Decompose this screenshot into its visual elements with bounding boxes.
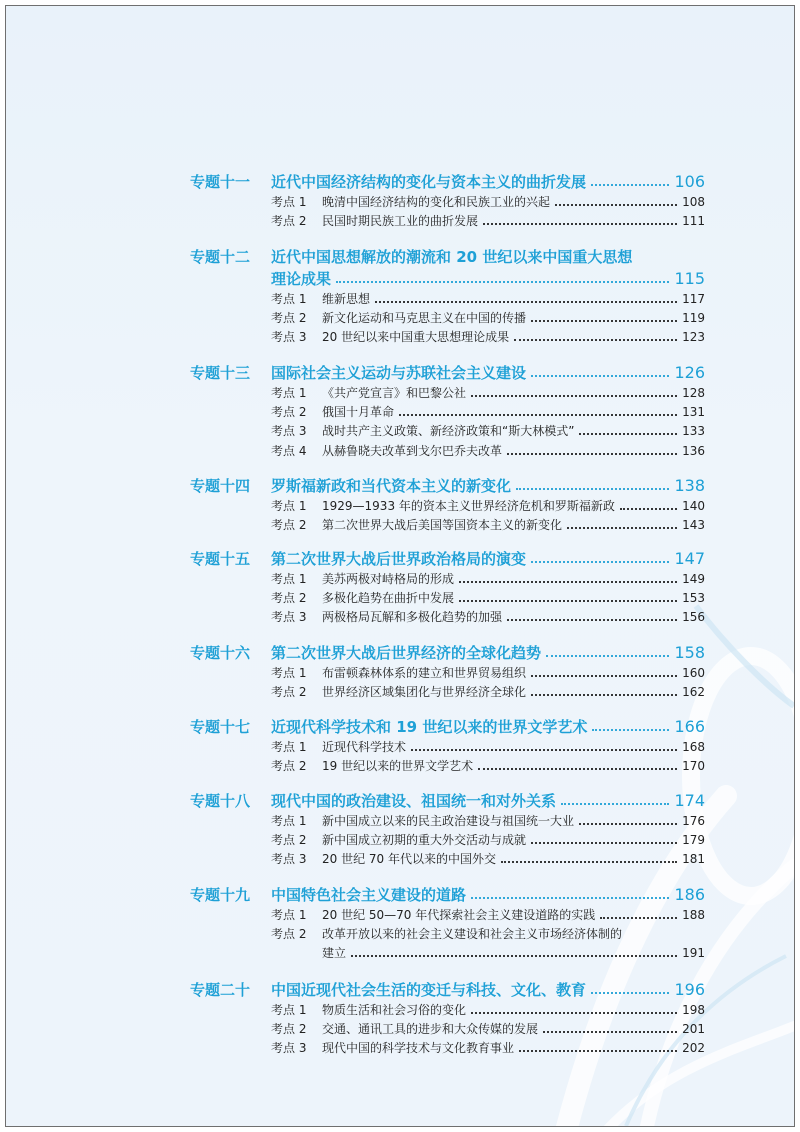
subtopic-label: 考点 1 [271, 740, 307, 754]
subtopic-label: 考点 1 [271, 814, 307, 828]
dot-leader [620, 507, 677, 510]
topic-entry-page-number: 138 [674, 476, 705, 495]
subtopic-label: 考点 3 [271, 610, 307, 625]
topic-entry[interactable] [271, 884, 705, 905]
topic-label: 专题十四 [190, 477, 251, 495]
subtopic-entry-page-number: 156 [682, 610, 705, 625]
dot-leader [459, 599, 677, 602]
dot-leader [591, 991, 669, 994]
topic-entry-page-number: 166 [674, 717, 705, 736]
book-page [5, 5, 795, 1127]
dot-leader [478, 767, 677, 770]
subtopic-entry-page-number: 168 [682, 740, 705, 754]
topic-entry-title: 国际社会主义运动与苏联社会主义建设 [271, 364, 527, 382]
subtopic-entry-page-number: 198 [682, 1003, 705, 1017]
subtopic-entry-title: 从赫鲁晓夫改革到戈尔巴乔夫改革 [322, 443, 503, 458]
topic-entry-title: 第二次世界大战后世界经济的全球化趋势 [271, 644, 542, 662]
subtopic-entry-title: 近现代科学技术 [322, 740, 407, 754]
topic-entry-title: 中国近现代社会生活的变迁与科技、文化、教育 [271, 981, 587, 999]
subtopic-entry-page-number: 201 [682, 1022, 705, 1037]
topic-entry[interactable] [271, 268, 705, 289]
topic-entry[interactable] [271, 171, 705, 192]
subtopic-label: 考点 2 [271, 1022, 307, 1037]
subtopic-entry-title: 《共产党宣言》和巴黎公社 [322, 386, 467, 400]
subtopic-entry[interactable] [322, 384, 705, 401]
dot-leader [531, 693, 677, 696]
subtopic-entry-title: 战时共产主义政策、新经济政策和“斯大林模式” [322, 424, 575, 439]
subtopic-label: 考点 1 [271, 908, 307, 922]
topic-label: 专题十一 [190, 173, 251, 191]
subtopic-entry-page-number: 188 [682, 908, 705, 922]
subtopic-entry-page-number: 131 [682, 405, 705, 420]
dot-leader [351, 954, 677, 957]
subtopic-entry-title: 交通、通讯工具的进步和大众传媒的发展 [322, 1022, 539, 1037]
subtopic-entry-title: 第二次世界大战后美国等国资本主义的新变化 [322, 518, 563, 533]
dot-leader [531, 841, 677, 844]
topic-label: 专题十五 [190, 550, 251, 568]
topic-label: 专题十三 [190, 364, 251, 382]
dot-leader [592, 728, 669, 731]
subtopic-entry-title: 新中国成立初期的重大外交活动与成就 [322, 833, 527, 848]
subtopic-label: 考点 1 [271, 499, 307, 513]
dot-leader [471, 896, 669, 899]
subtopic-entry[interactable] [322, 906, 705, 923]
subtopic-entry-title: 20 世纪以来中国重大思想理论成果 [322, 330, 510, 345]
topic-entry[interactable] [271, 979, 705, 1000]
dot-leader [543, 1030, 677, 1033]
subtopic-entry-title: 现代中国的科学技术与文化教育事业 [322, 1041, 515, 1056]
subtopic-label: 考点 2 [271, 759, 307, 774]
dot-leader [519, 1049, 677, 1052]
subtopic-entry-title: 民国时期民族工业的曲折发展 [322, 214, 479, 229]
subtopic-entry-page-number: 111 [682, 214, 705, 229]
subtopic-entry-page-number: 202 [682, 1041, 705, 1056]
subtopic-entry[interactable] [322, 831, 705, 848]
subtopic-label: 考点 1 [271, 1003, 307, 1017]
topic-entry-page-number: 186 [674, 885, 705, 904]
subtopic-label: 考点 2 [271, 685, 307, 700]
subtopic-entry-page-number: 117 [682, 292, 705, 306]
subtopic-entry-title: 建立 [322, 946, 347, 961]
subtopic-entry[interactable] [322, 309, 705, 326]
subtopic-entry[interactable] [322, 757, 705, 774]
subtopic-entry[interactable] [322, 1039, 705, 1056]
subtopic-entry[interactable] [322, 683, 705, 700]
topic-entry-page-number: 106 [674, 172, 705, 191]
subtopic-label: 考点 2 [271, 927, 307, 942]
subtopic-entry[interactable] [322, 497, 705, 514]
subtopic-entry-page-number: 108 [682, 195, 705, 209]
subtopic-entry-page-number: 123 [682, 330, 705, 345]
subtopic-label: 考点 2 [271, 311, 307, 326]
topic-entry[interactable] [271, 548, 705, 569]
dot-leader [600, 916, 677, 919]
subtopic-entry-title: 新中国成立以来的民主政治建设与祖国统一大业 [322, 814, 575, 828]
subtopic-entry-title: 20 世纪 70 年代以来的中国外交 [322, 852, 496, 867]
dot-leader [507, 452, 677, 455]
dot-leader [471, 394, 677, 397]
subtopic-entry-title: 两极格局瓦解和多极化趋势的加强 [322, 610, 503, 625]
dot-leader [483, 222, 677, 225]
dot-leader [411, 748, 677, 751]
subtopic-entry[interactable] [322, 422, 705, 439]
subtopic-entry-page-number: 170 [682, 759, 705, 774]
topic-entry-page-number: 126 [674, 363, 705, 382]
subtopic-entry-page-number: 160 [682, 666, 705, 680]
subtopic-entry-title: 布雷顿森林体系的建立和世界贸易组织 [322, 666, 527, 680]
dot-leader [531, 374, 669, 377]
dot-leader [514, 338, 677, 341]
subtopic-entry-page-number: 162 [682, 685, 705, 700]
topic-entry-page-number: 115 [674, 269, 705, 288]
subtopic-entry-title: 1929—1933 年的资本主义世界经济危机和罗斯福新政 [322, 499, 615, 513]
subtopic-entry-page-number: 153 [682, 591, 705, 606]
topic-entry-title: 近代中国经济结构的变化与资本主义的曲折发展 [271, 173, 587, 191]
topic-label: 专题十七 [190, 718, 251, 736]
subtopic-label: 考点 2 [271, 518, 307, 533]
subtopic-entry[interactable] [322, 290, 705, 307]
subtopic-entry-page-number: 191 [682, 946, 705, 961]
dot-leader [531, 319, 677, 322]
topic-entry-title: 近现代科学技术和 19 世纪以来的世界文学艺术 [271, 718, 588, 736]
topic-entry-page-number: 158 [674, 643, 705, 662]
table-of-contents [6, 6, 794, 1126]
dot-leader [555, 203, 677, 206]
subtopic-label: 考点 3 [271, 1041, 307, 1056]
subtopic-entry[interactable] [322, 589, 705, 606]
subtopic-entry[interactable] [322, 212, 705, 229]
dot-leader [459, 580, 677, 583]
subtopic-entry-page-number: 119 [682, 311, 705, 326]
topic-label: 专题十八 [190, 792, 251, 810]
subtopic-title-line1[interactable]: 改革开放以来的社会主义建设和社会主义市场经济体制的 [322, 927, 623, 942]
dot-leader [507, 618, 677, 621]
subtopic-label: 考点 2 [271, 833, 307, 848]
dot-leader [579, 822, 677, 825]
dot-leader [531, 674, 677, 677]
topic-entry-title: 理论成果 [271, 270, 332, 288]
subtopic-label: 考点 2 [271, 591, 307, 606]
subtopic-label: 考点 4 [271, 443, 307, 458]
subtopic-entry[interactable] [322, 570, 705, 587]
topic-entry-title: 中国特色社会主义建设的道路 [271, 886, 467, 904]
topic-title-line1[interactable]: 近代中国思想解放的潮流和 20 世纪以来中国重大思想 [271, 248, 633, 266]
dot-leader [546, 654, 669, 657]
subtopic-label: 考点 3 [271, 424, 307, 439]
subtopic-entry[interactable] [322, 193, 705, 210]
topic-entry-title: 第二次世界大战后世界政治格局的演变 [271, 550, 527, 568]
topic-entry-page-number: 147 [674, 549, 705, 568]
dot-leader [471, 1011, 677, 1014]
subtopic-entry-title: 19 世纪以来的世界文学艺术 [322, 759, 474, 774]
subtopic-label: 考点 1 [271, 292, 307, 306]
subtopic-entry-page-number: 179 [682, 833, 705, 848]
subtopic-entry[interactable] [322, 812, 705, 829]
subtopic-entry-title: 俄国十月革命 [322, 405, 395, 420]
dot-leader [561, 802, 669, 805]
topic-entry[interactable] [271, 716, 705, 737]
subtopic-label: 考点 1 [271, 195, 307, 209]
subtopic-entry[interactable] [322, 608, 705, 625]
subtopic-entry-page-number: 143 [682, 518, 705, 533]
subtopic-entry-page-number: 136 [682, 443, 705, 458]
subtopic-entry-title: 新文化运动和马克思主义在中国的传播 [322, 311, 527, 326]
subtopic-entry[interactable] [322, 738, 705, 755]
dot-leader [516, 487, 669, 490]
subtopic-entry-page-number: 176 [682, 814, 705, 828]
subtopic-label: 考点 1 [271, 386, 307, 400]
subtopic-entry-page-number: 133 [682, 424, 705, 439]
subtopic-entry[interactable] [322, 850, 705, 867]
dot-leader [579, 432, 677, 435]
topic-entry[interactable] [271, 475, 705, 496]
topic-label: 专题十二 [190, 248, 251, 266]
subtopic-entry-title: 20 世纪 50—70 年代探索社会主义建设道路的实践 [322, 908, 596, 922]
subtopic-entry[interactable] [322, 1020, 705, 1037]
subtopic-entry-title: 美苏两极对峙格局的形成 [322, 572, 455, 586]
subtopic-entry-page-number: 140 [682, 499, 705, 513]
topic-label: 专题二十 [190, 981, 251, 999]
subtopic-label: 考点 2 [271, 214, 307, 229]
subtopic-label: 考点 2 [271, 405, 307, 420]
topic-entry-title: 罗斯福新政和当代资本主义的新变化 [271, 477, 512, 495]
dot-leader [399, 413, 677, 416]
subtopic-entry[interactable] [322, 664, 705, 681]
topic-label: 专题十六 [190, 644, 251, 662]
subtopic-label: 考点 3 [271, 330, 307, 345]
subtopic-entry-page-number: 149 [682, 572, 705, 586]
subtopic-entry[interactable] [322, 403, 705, 420]
subtopic-entry-title: 维新思想 [322, 292, 371, 306]
subtopic-entry[interactable] [322, 516, 705, 533]
topic-entry-page-number: 196 [674, 980, 705, 999]
dot-leader [531, 560, 669, 563]
subtopic-label: 考点 1 [271, 572, 307, 586]
topic-entry-page-number: 174 [674, 791, 705, 810]
subtopic-entry[interactable] [322, 944, 705, 961]
subtopic-entry-title: 多极化趋势在曲折中发展 [322, 591, 455, 606]
topic-entry-title: 现代中国的政治建设、祖国统一和对外关系 [271, 792, 557, 810]
subtopic-entry-page-number: 128 [682, 386, 705, 400]
dot-leader [501, 860, 677, 863]
topic-label: 专题十九 [190, 886, 251, 904]
subtopic-entry-title: 世界经济区域集团化与世界经济全球化 [322, 685, 527, 700]
subtopic-label: 考点 3 [271, 852, 307, 867]
topic-entry[interactable] [271, 362, 705, 383]
subtopic-entry[interactable] [322, 1001, 705, 1018]
topic-entry[interactable] [271, 790, 705, 811]
subtopic-entry-page-number: 181 [682, 852, 705, 867]
subtopic-entry[interactable] [322, 328, 705, 345]
dot-leader [591, 183, 669, 186]
topic-entry[interactable] [271, 642, 705, 663]
dot-leader [375, 300, 677, 303]
subtopic-entry[interactable] [322, 442, 705, 459]
subtopic-entry-title: 晚清中国经济结构的变化和民族工业的兴起 [322, 195, 551, 209]
subtopic-entry-title: 物质生活和社会习俗的变化 [322, 1003, 467, 1017]
dot-leader [336, 280, 669, 283]
dot-leader [567, 526, 677, 529]
subtopic-label: 考点 1 [271, 666, 307, 680]
